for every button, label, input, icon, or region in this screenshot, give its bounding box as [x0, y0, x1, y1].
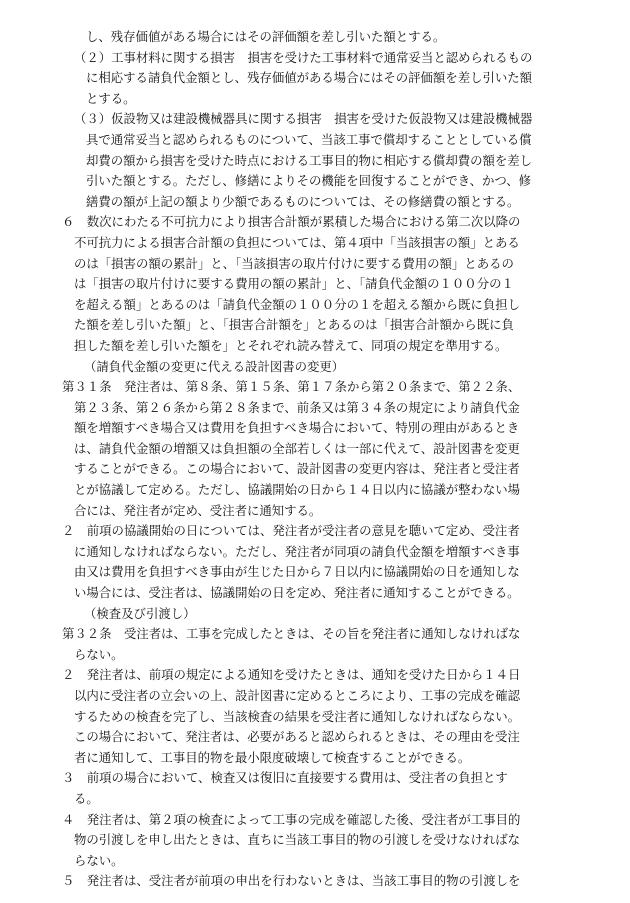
text-line: 繕費の額が上記の額より少額であるものについては、その修繕費の額とする。 — [86, 193, 520, 209]
text-line: は「損害の取片付けに要する費用の額の累計」と、「請負代金額の１００分の１ — [74, 276, 514, 292]
text-line: 担した額を差し引いた額を」とそれぞれ読み替えて、同項の規定を準用する。 — [74, 337, 508, 353]
text-line: この場合において、発注者は、必要があると認められるときは、その理由を受注 — [74, 729, 520, 745]
article-line: 第３１条 発注者は、第８条、第１５条、第１７条から第２０条まで、第２２条、 — [62, 379, 521, 395]
text-line: ５ 発注者は、受注者が前項の申出を行わないときは、当該工事目的物の引渡しを — [62, 873, 521, 889]
text-line: （３）仮設物又は建設機械器具に関する損害 損害を受けた仮設物又は建設機械器 — [74, 111, 533, 127]
text-line: 具で通常妥当と認められるものについて、当該工事で償却することとしている償 — [86, 131, 532, 147]
text-line: ４ 発注者は、第２項の検査によって工事の完成を確認した後、受注者が工事目的 — [62, 811, 521, 827]
text-line: た額を差し引いた額」と、「損害合計額を」とあるのは「損害合計額から既に負 — [74, 317, 514, 333]
document-body — [62, 27, 574, 892]
text-line: 由又は費用を負担すべき事由が生じた日から７日以内に協議開始の日を通知しな — [74, 564, 520, 580]
text-line: る。 — [74, 790, 99, 806]
text-line: とする。 — [86, 90, 136, 106]
text-line: 引いた額とする。ただし、修繕によりその機能を回復することができ、かつ、修 — [86, 173, 532, 189]
section-heading: （請負代金額の変更に代える設計図書の変更） — [84, 358, 345, 374]
text-line: ６ 数次にわたる不可抗力により損害合計額が累積した場合における第二次以降の — [62, 214, 521, 230]
text-line: ３ 前項の場合において、検査又は復旧に直接要する費用は、受注者の負担とす — [62, 770, 508, 786]
text-line: するための検査を完了し、当該検査の結果を受注者に通知しなければならない。 — [74, 708, 521, 724]
text-line: 却費の額から損害を受けた時点における工事目的物に相応する償却費の額を差し — [86, 152, 533, 168]
text-line: 額を増額すべき場合又は費用を負担すべき場合において、特別の理由があるとき — [74, 420, 520, 436]
text-line: らない。 — [74, 852, 124, 868]
text-line: ２ 前項の協議開始の日については、発注者が受注者の意見を聴いて定め、受注者 — [62, 523, 520, 539]
text-line: い場合には、受注者は、協議開始の日を定め、発注者に通知することができる。 — [74, 585, 520, 601]
text-line: することができる。この場合において、設計図書の変更内容は、発注者と受注者 — [74, 461, 520, 477]
text-line: 合には、発注者が定め、受注者に通知する。 — [74, 502, 322, 518]
text-line: 第２３条、第２６条から第２８条まで、前条又は第３４条の規定により請負代金 — [74, 399, 520, 415]
text-line: ２ 発注者は、前項の規定による通知を受けたときは、通知を受けた日から１４日 — [62, 667, 521, 683]
section-heading: （検査及び引渡し） — [84, 605, 196, 621]
text-line: に相応する請負代金額とし、残存価値がある場合にはその評価額を差し引いた額 — [86, 70, 533, 86]
text-line: を超える額」とあるのは「請負代金額の１００分の１を超える額から既に負担し — [74, 296, 521, 312]
text-line: に通知しなければならない。ただし、発注者が同項の請負代金額を増額すべき事 — [74, 543, 520, 559]
text-line: 以内に受注者の立会いの上、設計図書に定めるところにより、工事の完成を確認 — [74, 688, 521, 703]
article-line: 第３２条 受注者は、工事を完成したときは、その旨を発注者に通知しなければな — [62, 626, 521, 642]
text-line: 物の引渡しを申し出たときは、直ちに当該工事目的物の引渡しを受けなければな — [74, 832, 521, 848]
text-line: し、残存価値がある場合にはその評価額を差し引いた額とする。 — [86, 29, 446, 44]
text-line: らない。 — [74, 646, 124, 662]
text-line: 者に通知して、工事目的物を最小限度破壊して検査することができる。 — [74, 749, 471, 765]
text-line: は、請負代金額の増額又は負担額の全部若しくは一部に代えて、設計図書を変更 — [74, 440, 520, 456]
text-line: のは「損害の額の累計」と、「当該損害の取片付けに要する費用の額」とあるの — [74, 255, 514, 271]
text-line: （２）工事材料に関する損害 損害を受けた工事材料で通常妥当と認められるもの — [74, 49, 533, 65]
text-line: 不可抗力による損害合計額の負担については、第４項中「当該損害の額」とある — [74, 234, 520, 250]
text-line: とが協議して定める。ただし、協議開始の日から１４日以内に協議が整わない場 — [74, 482, 521, 498]
